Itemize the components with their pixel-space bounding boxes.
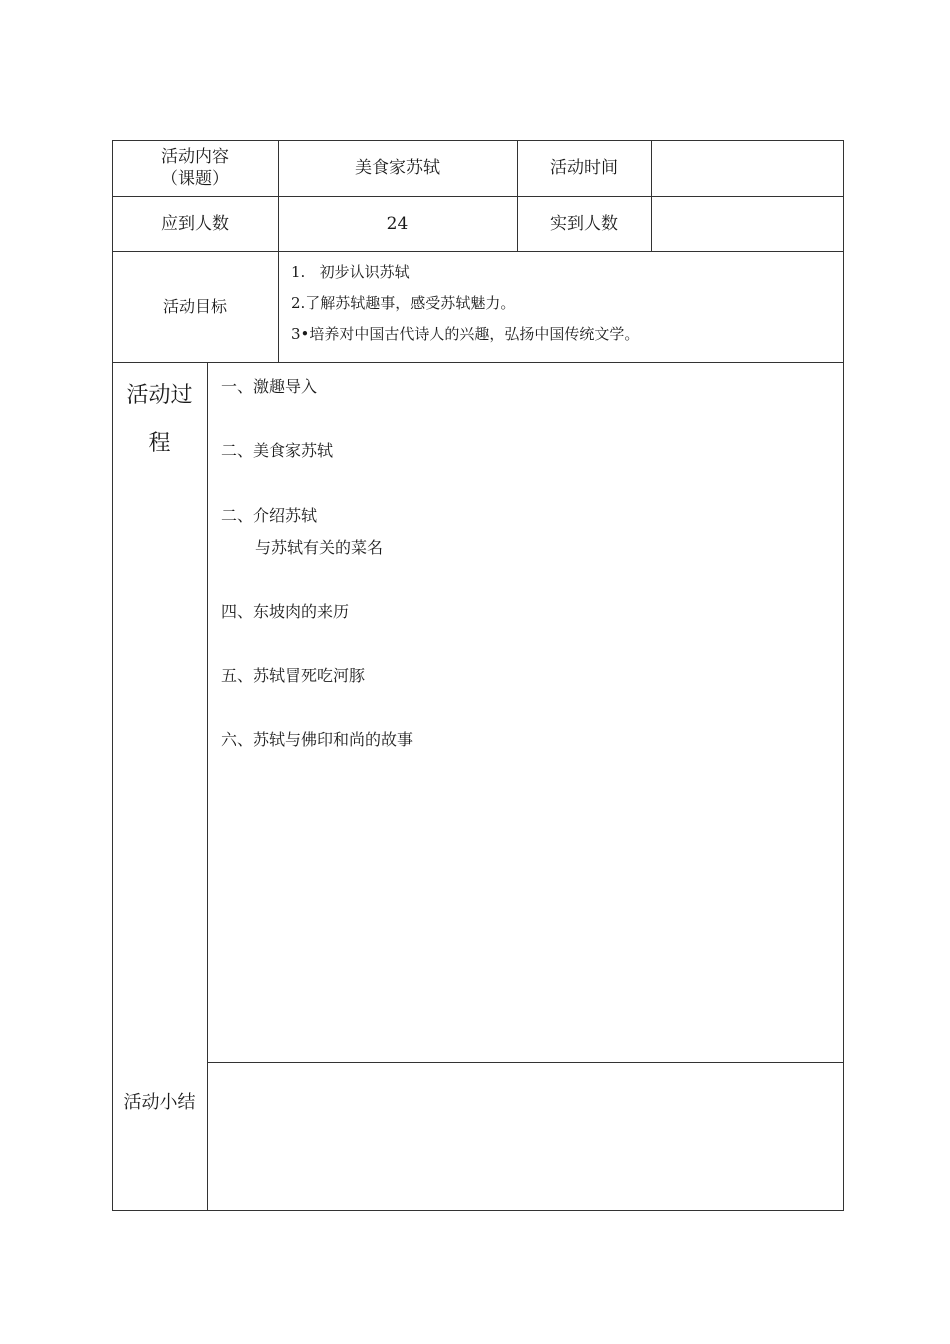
process-label-line1: 活动过: [126, 383, 193, 408]
actual-label-cell: [517, 196, 651, 251]
summary-content-area[interactable]: [208, 1063, 843, 1210]
expected-label-cell: [112, 196, 278, 251]
process-step-4: 四、东坡肉的来历: [221, 602, 350, 621]
process-step-5: 五、苏轼冒死吃河豚: [221, 666, 366, 685]
content-label-cell: [112, 140, 278, 196]
row-divider-3: [112, 362, 844, 363]
actual-value-cell: [651, 196, 844, 251]
content-label: 活动内容: [161, 147, 229, 167]
expected-label: 应到人数: [161, 213, 229, 234]
goals-label-cell: [112, 251, 278, 362]
expected-value-cell: [278, 196, 517, 251]
process-step-2: 二、美食家苏轼: [221, 441, 334, 460]
goal-item-2: 2.了解苏轼趣事，感受苏轼魅力。: [291, 294, 516, 312]
process-step-3: 二、介绍苏轼: [221, 506, 318, 525]
time-label: 活动时间: [550, 158, 618, 178]
process-label: [112, 372, 207, 468]
process-step-6: 六、苏轼与佛印和尚的故事: [221, 730, 414, 749]
time-label-cell: [517, 140, 651, 196]
expected-value: 24: [386, 213, 409, 234]
content-label-sub: （课题）: [161, 169, 229, 189]
process-label-line2: 程: [148, 431, 171, 456]
process-step-3-detail: 与苏轼有关的菜名: [255, 538, 384, 557]
goal-item-3: 3•培养对中国古代诗人的兴趣，弘扬中国传统文学。: [291, 325, 640, 343]
summary-label: 活动小结: [123, 1092, 196, 1113]
process-step-1: 一、激趣导入: [221, 377, 318, 396]
topic-cell: [278, 140, 517, 196]
goals-label: 活动目标: [162, 296, 227, 316]
goal-item-1: 1. 初步认识苏轼: [291, 263, 410, 281]
topic-value: 美食家苏轼: [355, 158, 440, 178]
actual-label: 实到人数: [550, 213, 618, 234]
time-value-cell: [651, 140, 844, 196]
